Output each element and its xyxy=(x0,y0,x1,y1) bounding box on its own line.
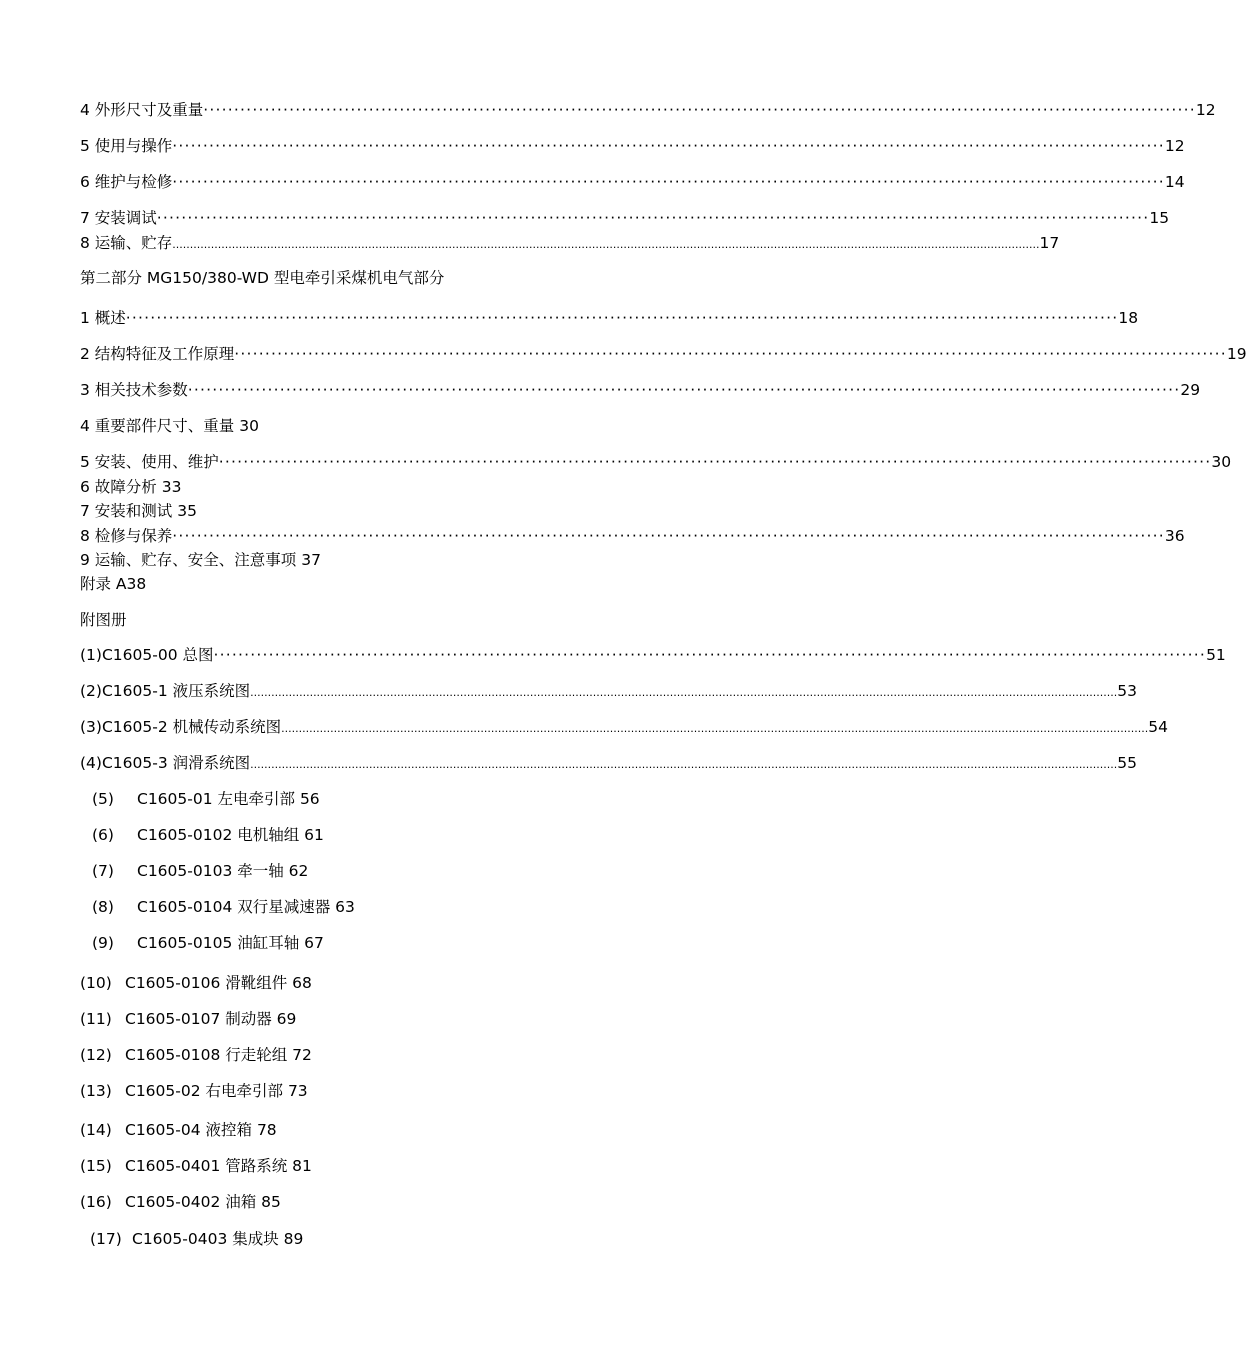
toc-entry[interactable]: 附录 A38 xyxy=(80,575,147,593)
toc-entry[interactable]: 2 结构特征及工作原理 ····· 19 xyxy=(80,344,716,364)
toc-entry[interactable]: 8 运输、贮存 ..... 17 xyxy=(80,233,552,255)
atlas-entry[interactable]: (7) C1605-0103 牵一轴 62 xyxy=(92,862,309,880)
toc-entry[interactable]: 1 概述 ····· 18 xyxy=(80,308,716,328)
atlas-entry[interactable]: (4) C1605-3 润滑系统图 ..... 55 xyxy=(80,753,592,775)
toc-entry[interactable]: 6 维护与检修 ····· 14 xyxy=(80,172,716,192)
atlas-entry[interactable]: (1) C1605-00 总图 ····· 51 xyxy=(80,645,710,665)
atlas-entry[interactable]: (14) C1605-04 液控箱 78 xyxy=(80,1121,277,1139)
toc-entry[interactable]: 7 安装和测试 35 xyxy=(80,502,197,520)
atlas-entry[interactable]: (15) C1605-0401 管路系统 81 xyxy=(80,1157,312,1175)
atlas-entry[interactable]: (17) C1605-0403 集成块 89 xyxy=(90,1230,304,1248)
section-heading: 附图册 xyxy=(80,611,127,629)
toc-entry[interactable]: 6 故障分析 33 xyxy=(80,478,182,496)
atlas-entry[interactable]: (3) C1605-2 机械传动系统图 ..... 54 xyxy=(80,717,603,739)
atlas-entry[interactable]: (8) C1605-0104 双行星减速器 63 xyxy=(92,898,355,916)
atlas-entry[interactable]: (11) C1605-0107 制动器 69 xyxy=(80,1010,297,1028)
atlas-entry[interactable]: (9) C1605-0105 油缸耳轴 67 xyxy=(92,934,324,952)
toc-entry[interactable]: 5 安装、使用、维护 ····· 30 xyxy=(80,452,690,472)
toc-entry[interactable]: 7 安装调试 ····· 15 xyxy=(80,208,698,228)
atlas-entry[interactable]: (6) C1605-0102 电机轴组 61 xyxy=(92,826,324,844)
atlas-entry[interactable]: (12) C1605-0108 行走轮组 72 xyxy=(80,1046,312,1064)
atlas-entry[interactable]: (13) C1605-02 右电牵引部 73 xyxy=(80,1082,308,1100)
atlas-entry[interactable]: (5) C1605-01 左电牵引部 56 xyxy=(92,790,320,808)
toc-entry[interactable]: 5 使用与操作 ····· 12 xyxy=(80,136,716,156)
toc-entry[interactable]: 8 检修与保养 ····· 36 xyxy=(80,526,716,546)
atlas-entry[interactable]: (2) C1605-1 液压系统图 ..... 53 xyxy=(80,681,592,703)
atlas-entry[interactable]: (10) C1605-0106 滑靴组件 68 xyxy=(80,974,312,992)
toc-entry[interactable]: 3 相关技术参数 ····· 29 xyxy=(80,380,716,400)
toc-entry[interactable]: 4 重要部件尺寸、重量 30 xyxy=(80,417,259,435)
atlas-entry[interactable]: (16) C1605-0402 油箱 85 xyxy=(80,1193,281,1211)
toc-entry[interactable]: 9 运输、贮存、安全、注意事项 37 xyxy=(80,551,321,569)
section-heading: 第二部分 MG150/380-WD 型电牵引采煤机电气部分 xyxy=(80,269,445,287)
toc-entry[interactable]: 4 外形尺寸及重量 ····· 12 xyxy=(80,100,716,120)
